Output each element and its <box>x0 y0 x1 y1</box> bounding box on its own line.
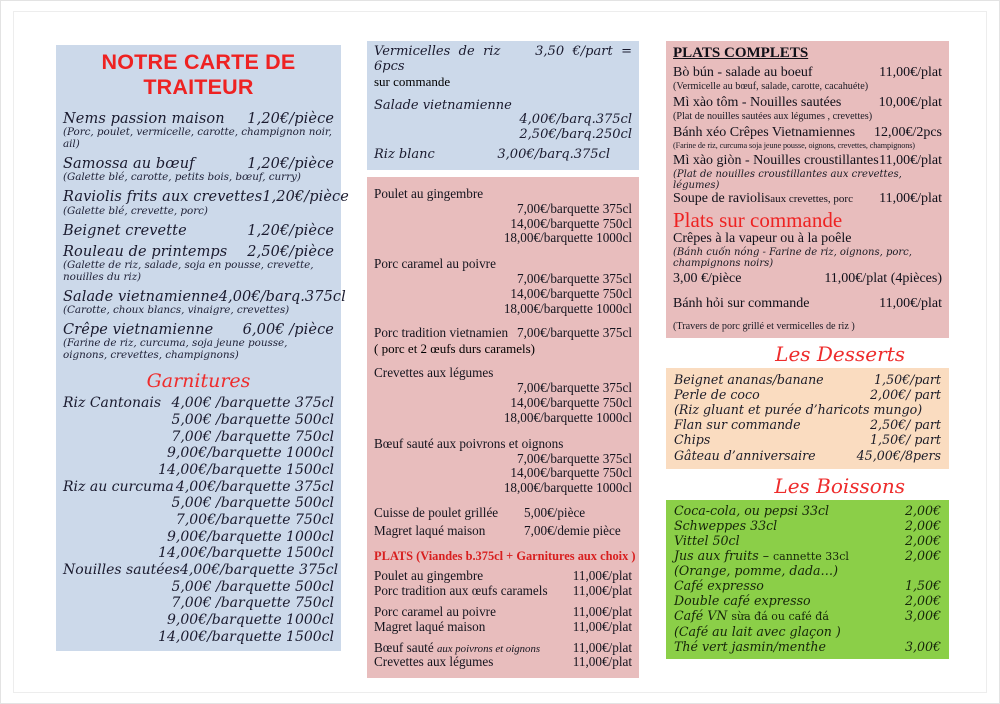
middle-dishes-list-2 <box>374 365 632 496</box>
single-dish-name: Cuisse de poulet grillée <box>374 504 499 520</box>
boisson-name-main: Café expresso <box>674 578 764 594</box>
middle-singles-list <box>374 506 632 539</box>
plat-name <box>374 569 483 584</box>
menu-item-desc: (Galette blé, carotte, petits bois, bœuf, curry) <box>63 171 301 184</box>
dish-price: 14,00€/barquette 750cl <box>510 285 632 301</box>
banh-hoi-price: 11,00€/plat <box>879 295 942 311</box>
plat-row <box>374 569 632 584</box>
dessert-price: 2,50€/ part <box>870 417 941 433</box>
boissons-title: Les Boissons <box>774 473 905 498</box>
plats-sur-commande-title: Plats sur commande <box>673 207 843 232</box>
desserts-title: Les Desserts <box>775 341 905 366</box>
garniture-row <box>63 546 334 562</box>
page-title: NOTRE CARTE DE TRAITEUR <box>101 50 296 99</box>
garniture-row <box>63 580 334 596</box>
dessert-name: Chips <box>674 432 711 448</box>
boisson-row <box>674 518 941 533</box>
menu-item-name: Crêpe vietnamienne <box>63 322 214 339</box>
menu-item-desc: (Farine de riz, curcuma, soja jeune pousse, oignons, crevettes, champignons) <box>63 337 288 362</box>
soupe-raviolis-price: 11,00€/plat <box>879 191 942 207</box>
garnitures-title: Garnitures <box>146 370 251 393</box>
menu-item-name: Raviolis frits aux crevettes <box>63 189 263 206</box>
dessert-name: Beignet ananas/banane <box>674 371 824 387</box>
garniture-price: 7,00€ /barquette 750cl <box>171 595 334 612</box>
plat-row <box>374 655 632 670</box>
middle-column <box>367 41 639 678</box>
garniture-price: 5,00€ /barquette 500cl <box>171 578 334 595</box>
menu-item-name: Nems passion maison <box>63 111 225 127</box>
dish-price: 18,00€/barquette 1000cl <box>503 480 632 496</box>
single-dish-row <box>374 506 632 521</box>
plat-complet-desc: (Farine de riz, curcuma soja jeune pousse, oignons, crevettes, champignons) <box>673 140 915 150</box>
garniture-row <box>63 480 334 496</box>
garniture-price: 4,00€/barquette 375cl <box>179 561 339 578</box>
garniture-row <box>63 513 334 529</box>
boisson-price: 2,00€ <box>904 532 941 548</box>
plat-complet-row <box>673 65 942 81</box>
dessert-name: Gâteau d’anniversaire <box>674 447 816 463</box>
garniture-row <box>63 496 334 512</box>
boisson-row <box>674 593 941 608</box>
riz-blanc-name: Riz blanc <box>374 147 435 163</box>
boisson-name-main: Double café expresso <box>674 593 811 609</box>
menu-item <box>63 111 334 127</box>
plat-complet-price: 12,00€/2pcs <box>873 125 942 141</box>
dessert-price: 1,50€/ part <box>870 432 941 448</box>
plat-name-main: Poulet au gingembre <box>374 568 484 584</box>
plat-complet-desc: (Vermicelle au bœuf, salade, carotte, cacahuéte) <box>673 80 869 92</box>
menu-item-price: 6,00€ /pièce <box>242 322 334 339</box>
boisson-name-main: Coca-cola, ou pepsi 33cl <box>674 502 830 518</box>
boisson-row <box>674 578 941 593</box>
plat-complet-price: 11,00€/plat <box>879 153 942 169</box>
menu-item-name: Beignet crevette <box>63 222 187 239</box>
boisson-row <box>674 624 941 639</box>
single-dish-name: Magret laqué maison <box>374 522 486 538</box>
plat-price: 11,00€/plat <box>572 654 632 670</box>
plats-complets-panel <box>666 41 949 338</box>
plat-name <box>374 655 493 670</box>
garniture-row <box>63 596 334 612</box>
dish-price: 14,00€/barquette 750cl <box>510 394 632 410</box>
plat-name-sub: aux poivrons et oignons <box>437 642 541 655</box>
crepes-name: Crêpes à la vapeur ou à la poêle <box>673 230 852 246</box>
menu-item-price: 1,20€/pièce <box>247 222 334 239</box>
menu-item-price: 1,20€/pièce <box>247 156 334 173</box>
garniture-price: 9,00€/barquette 1000cl <box>167 611 334 628</box>
menu-item-desc: (Porc, poulet, vermicelle, carotte, champignon noir, ail) <box>63 126 332 151</box>
plat-complet-name: Bò bún - salade au boeuf <box>673 65 813 80</box>
garniture-name: Riz Cantonais <box>63 395 161 412</box>
boisson-name-main: Jus aux fruits – <box>674 547 773 563</box>
boisson-name-sub: sừa đá ou café đá <box>731 610 829 624</box>
single-dish-price: 7,00€/demie pièce <box>524 522 621 538</box>
menu-item <box>63 156 334 172</box>
boisson-name <box>674 503 829 518</box>
plat-name-main: Bœuf sauté <box>374 639 437 655</box>
banh-hoi-row <box>673 296 942 312</box>
plat-complet-name: Mì xào tôm - Nouilles sautées <box>673 95 842 111</box>
garniture-row <box>63 396 334 412</box>
plat-name-main: Porc tradition aux œufs caramels <box>374 583 548 599</box>
riz-blanc-price: 3,00€/barq.375cl <box>497 147 610 163</box>
menu-item-desc: (Carotte, choux blancs, vinaigre, crevettes) <box>63 304 290 317</box>
boisson-row <box>674 563 941 578</box>
garniture-row <box>63 446 334 462</box>
garniture-name: Riz au curcuma <box>63 478 174 495</box>
boisson-name-sub: cannette 33cl <box>773 549 849 563</box>
porc-tradition-name: Porc tradition vietnamien <box>374 325 509 341</box>
boisson-row <box>674 503 941 518</box>
garniture-row <box>63 530 334 546</box>
desserts-list <box>674 372 941 463</box>
single-dish-row <box>374 524 632 539</box>
garniture-price: 14,00€/barquette 1500cl <box>158 628 334 645</box>
plat-complet-name: Mì xào giòn - Nouilles croustillantes <box>673 153 879 169</box>
garniture-price: 9,00€/barquette 1000cl <box>167 528 334 545</box>
vermicelles-note: sur commande <box>374 74 451 90</box>
garniture-price: 14,00€/barquette 1500cl <box>158 461 334 478</box>
dessert-row <box>674 402 941 417</box>
menu-item <box>63 322 334 338</box>
boisson-name-main: Thé vert jasmin/menthe <box>674 638 826 654</box>
garniture-price: 4,00€ /barquette 375cl <box>171 395 334 412</box>
plats-complets-list <box>673 65 942 191</box>
dish-price: 7,00€/barquette 375cl <box>517 200 632 216</box>
crepes-price-plat: 11,00€/plat (4pièces) <box>824 271 942 287</box>
plat-complet-row <box>673 95 942 111</box>
middle-pink-panel <box>367 177 639 678</box>
plat-complet-price: 11,00€/plat <box>879 65 942 80</box>
boisson-name-main: Café VN <box>674 608 732 624</box>
dish-price: 18,00€/barquette 1000cl <box>503 300 632 316</box>
plat-complet-name: Bánh xéo Crêpes Vietnamiennes <box>673 125 856 141</box>
boisson-price: 2,00€ <box>904 547 941 563</box>
garniture-price: 5,00€ /barquette 500cl <box>171 495 334 512</box>
plat-price: 11,00€/plat <box>572 618 632 634</box>
dish-price: 14,00€/barquette 750cl <box>510 215 632 231</box>
boisson-name-main: Vittel 50cl <box>674 532 740 548</box>
plats-list <box>374 569 632 670</box>
garniture-row <box>63 430 334 446</box>
dessert-row <box>674 417 941 432</box>
plats-complets-header: PLATS COMPLETS <box>673 45 809 61</box>
right-column <box>666 41 949 659</box>
menu-item-price: 2,50€/pièce <box>247 243 334 260</box>
dish-name: Bœuf sauté aux poivrons et oignons <box>374 435 564 451</box>
boisson-price: 2,00€ <box>904 517 941 533</box>
dessert-name: (Riz gluant et purée d’haricots mungo) <box>674 402 923 418</box>
left-column <box>56 45 349 651</box>
menu-item-name: Salade vietnamienne <box>63 288 219 305</box>
boisson-name <box>674 624 841 639</box>
garniture-price: 7,00€ /barquette 750cl <box>171 428 334 445</box>
vermicelles-price: 3,50 €/part = 6pcs <box>374 44 632 74</box>
crepes-price-unit: 3,00 €/pièce <box>673 271 742 287</box>
plat-name <box>374 641 540 656</box>
dessert-price: 2,00€/ part <box>870 387 941 403</box>
middle-blue-panel <box>367 41 639 170</box>
menu-item-price: 1,20€/pièce <box>247 111 334 127</box>
dessert-row <box>674 372 941 387</box>
plat-price: 11,00€/plat <box>572 568 632 584</box>
riz-blanc-row <box>374 148 632 163</box>
garniture-price: 7,00€/barquette 750cl <box>175 511 334 528</box>
menu-item-name: Samossa au bœuf <box>63 156 195 173</box>
vermicelles-row <box>374 45 632 74</box>
dessert-price: 45,00€/8pers <box>856 447 941 463</box>
menu-item-desc: (Galette de riz, salade, soja en pousse, crevette, nouilles du riz) <box>63 258 314 283</box>
dish-price: 7,00€/barquette 375cl <box>517 450 632 466</box>
boisson-name <box>674 608 829 623</box>
menu-item <box>63 189 349 206</box>
plat-name <box>374 620 485 635</box>
dish-name: Porc caramel au poivre <box>374 256 496 272</box>
garniture-name: Nouilles sautées <box>63 561 180 578</box>
middle-dishes-list <box>374 186 632 317</box>
menu-item <box>63 288 346 305</box>
plat-price: 11,00€/plat <box>572 583 632 599</box>
dish-price: 18,00€/barquette 1000cl <box>503 230 632 246</box>
menu-item <box>63 223 334 239</box>
plats-section-header: PLATS (Viandes b.375cl + Garnitures aux choix ) <box>374 549 636 564</box>
salade-price-1: 2,50€/barq.250cl <box>519 126 632 142</box>
menu-item-desc: (Galette blé, crevette, porc) <box>63 204 208 217</box>
plat-price: 11,00€/plat <box>572 639 632 655</box>
salade-price-0: 4,00€/barq.375cl <box>519 112 632 128</box>
plat-row <box>374 641 632 656</box>
boisson-name <box>674 533 740 548</box>
boisson-name-main: Schweppes 33cl <box>674 517 778 533</box>
plat-name-main: Crevettes aux légumes <box>374 654 494 670</box>
plat-complet-row <box>673 153 942 169</box>
banh-hoi-name: Bánh hỏi sur commande <box>673 295 810 311</box>
salade-name: Salade vietnamienne <box>374 98 512 114</box>
porc-tradition-desc: ( porc et 2 œufs durs caramels) <box>374 341 535 357</box>
dish-price: 18,00€/barquette 1000cl <box>503 409 632 425</box>
dessert-row <box>674 387 941 402</box>
garniture-row <box>63 561 339 579</box>
menu-item <box>63 244 334 260</box>
boisson-row <box>674 608 941 623</box>
boissons-panel <box>666 500 949 659</box>
boisson-name-main: (Orange, pomme, dada…) <box>674 563 839 579</box>
boissons-list <box>674 503 941 654</box>
left-items-list <box>63 111 349 362</box>
garniture-price: 14,00€/barquette 1500cl <box>158 545 334 562</box>
plat-name <box>374 605 496 620</box>
garniture-row <box>63 630 334 646</box>
boisson-row <box>674 548 941 563</box>
plat-name-main: Magret laqué maison <box>374 618 486 634</box>
boisson-price: 3,00€ <box>904 608 941 624</box>
boisson-price: 1,50€ <box>904 578 941 594</box>
plat-complet-price: 10,00€/plat <box>878 95 942 111</box>
garnitures-list <box>63 395 339 645</box>
dish-price: 7,00€/barquette 375cl <box>517 380 632 396</box>
porc-tradition-price: 7,00€/barquette 375cl <box>517 325 632 341</box>
porc-tradition-row <box>374 326 632 341</box>
garniture-row <box>63 613 334 629</box>
boisson-name <box>674 518 777 533</box>
plat-complet-desc: (Plat de nouilles croustillantes aux crevettes, légumes) <box>673 168 902 191</box>
boisson-name <box>674 578 764 593</box>
dessert-row <box>674 448 941 463</box>
plat-complet-desc: (Plat de nouilles sautées aux légumes , crevettes) <box>673 110 873 122</box>
dish-price: 7,00€/barquette 375cl <box>517 271 632 287</box>
garniture-row <box>63 413 334 429</box>
plat-complet-row <box>673 125 942 141</box>
garniture-price: 4,00€/barquette 375cl <box>175 478 334 495</box>
plat-name <box>374 584 548 599</box>
menu-item-name: Rouleau de printemps <box>63 243 228 260</box>
menu-item-price: 1,20€/pièce <box>262 189 349 206</box>
boisson-name-main: (Café au lait avec glaçon ) <box>674 623 841 639</box>
plat-row <box>374 584 632 599</box>
boisson-price: 2,00€ <box>904 502 941 518</box>
dessert-price: 1,50€/part <box>874 371 941 387</box>
dessert-name: Perle de coco <box>674 387 760 403</box>
boisson-name <box>674 593 811 608</box>
banh-hoi-desc: (Travers de porc grillé et vermicelles de riz ) <box>673 320 855 332</box>
left-panel <box>56 45 349 651</box>
plat-name-main: Porc caramel au poivre <box>374 604 496 620</box>
crepes-desc: (Bánh cuốn nóng - Farine de riz, oignons, porc, champignons noirs) <box>673 246 912 269</box>
boisson-name <box>674 548 849 563</box>
crepes-price-row <box>673 271 942 287</box>
dish-name: Poulet au gingembre <box>374 185 484 201</box>
dish-price: 14,00€/barquette 750cl <box>510 465 632 481</box>
boisson-price: 2,00€ <box>904 593 941 609</box>
soupe-raviolis-row <box>673 191 942 207</box>
boisson-name <box>674 563 838 578</box>
garniture-price: 9,00€/barquette 1000cl <box>167 445 334 462</box>
boisson-price: 3,00€ <box>904 638 941 654</box>
vermicelles-name: Vermicelles de riz <box>374 44 501 59</box>
garniture-row <box>63 463 334 479</box>
desserts-panel <box>666 368 949 469</box>
plat-row <box>374 605 632 620</box>
single-dish-price: 5,00€/pièce <box>524 504 586 520</box>
dish-name: Crevettes aux légumes <box>374 365 494 381</box>
boisson-name <box>674 639 826 654</box>
garniture-price: 5,00€ /barquette 500cl <box>171 411 334 428</box>
menu-item-price: 4,00€/barq.375cl <box>218 288 346 305</box>
dessert-row <box>674 432 941 447</box>
dessert-name: Flan sur commande <box>674 417 801 433</box>
soupe-raviolis-name-small: aux crevettes, porc <box>770 193 853 206</box>
boisson-row <box>674 533 941 548</box>
plat-row <box>374 620 632 635</box>
plat-price: 11,00€/plat <box>572 604 632 620</box>
soupe-raviolis-name: Soupe de raviolisaux crevettes, porc <box>673 191 853 207</box>
boisson-row <box>674 639 941 654</box>
